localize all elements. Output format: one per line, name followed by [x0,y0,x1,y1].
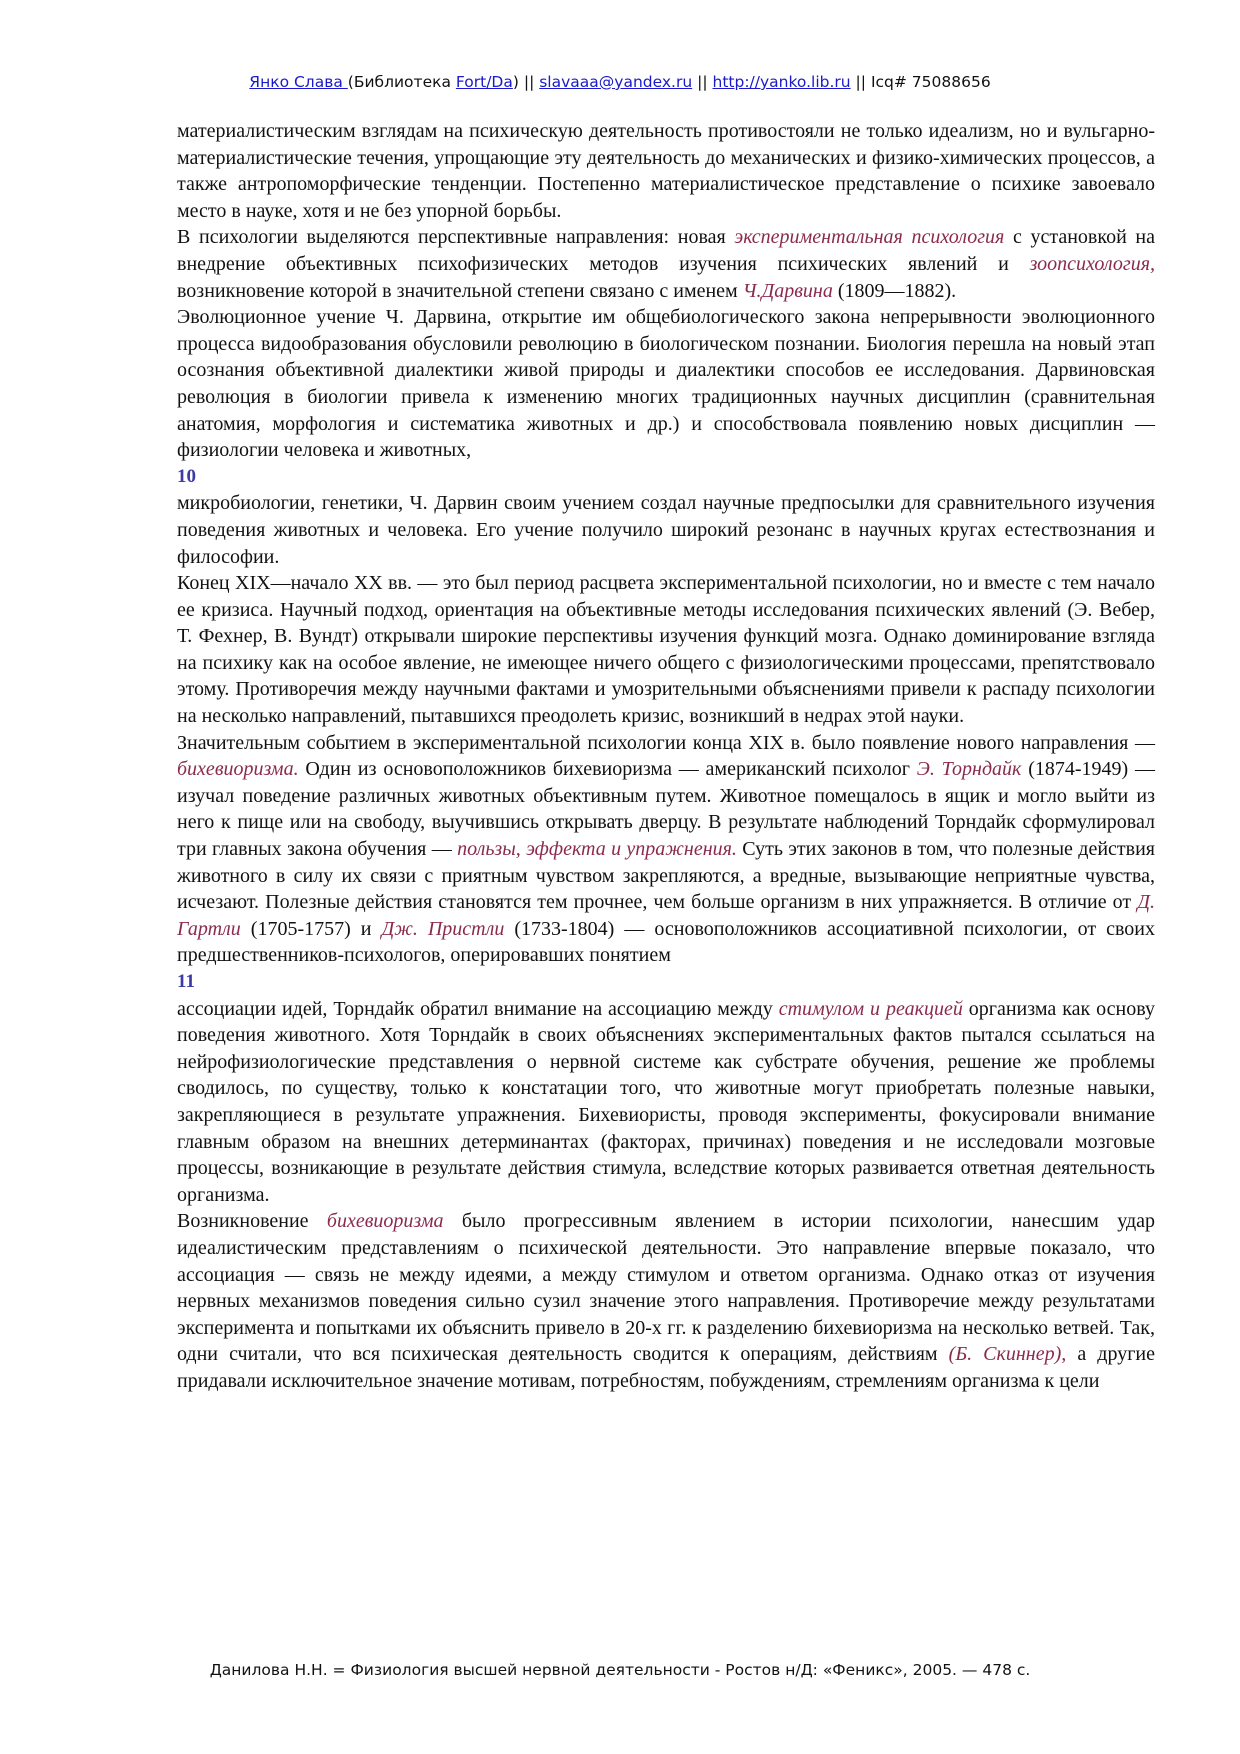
paragraph-5: Конец XIX—начало XX вв. — это был период расцвета экспериментальной психологии, но и вместе с тем начало ее кризиса. Научный подход, ориентация на объективные методы исследования психических явлений (Э. Вебер, Т. Фехнер, В. Вундт) открывали широкие перспективы изучения функций мозга. Однако доминирование взгляда на психику как на особое явление, не имеющее ничего общего с физиологическими процессами, препятствовало этому. Противоречия между научными фактами и умозрительными объяснениями привели к распаду психологии на несколько направлений, пытавшихся преодолеть кризис, возникший в недрах этой науки. [177,572,1155,728]
paragraph-4: микробиологии, генетики, Ч. Дарвин своим учением создал научные предпосылки для сравнительного изучения поведения животных и человека. Его учение получило широкий резонанс в научных кругах естествознания и философии. [177,492,1155,568]
header-separator: || [518,73,540,91]
site-link[interactable]: http://yanko.lib.ru [712,73,851,91]
term-zoopsychology: зоопсихология, [1029,252,1155,275]
page-body [177,118,1155,1395]
text-run: В психологии выделяются перспективные направления: новая [177,226,735,249]
page-number-marker: 11 [177,971,195,992]
text-run: а другие придавали исключительное значение мотивам, потребностям, побуждениям, стремлениям организма к цели [177,1343,1155,1392]
term-hartley: Д. Гартли [177,891,1155,940]
term-behaviorism: бихевиоризма [326,1210,444,1233]
text-run: Значительным событием в экспериментальной психологии конца XIX в. было появление нового направления — [177,731,1155,754]
paragraph-2 [177,224,1155,304]
text-run: Один из основоположников бихевиоризма — американский психолог [298,758,917,781]
text-run: организма как основу поведения животного. Хотя Торндайк в своих объяснениях экспериментальных фактов пытался ссылаться на нейрофизиологические представления о нервной системе как субстрате обучения, решение же проблемы сводилось, по существу, только к констатации того, что животные могут приобретать полезные навыки, закрепляющиеся в результате упражнения. Бихевиористы, проводя эксперименты, фокусировали внимание главным образом на внешних детерминантах (факторах, причинах) поведения и не исследовали мозговые процессы, возникающие в результате действия стимула, вследствие которых развивается ответная деятельность организма. [177,997,1155,1206]
text-run: Суть этих законов в том, что полезные действия животного в силу их связи с приятным чувством закрепляются, а вредные, вызывающие неприятные чувства, исчезают. Полезные действия становятся тем прочнее, чем больше организм в них упражняется. В отличие от [177,838,1156,914]
paragraph-7 [177,996,1155,1209]
library-link[interactable]: Fort/Da [455,73,513,91]
email-link[interactable]: slavaaa@yandex.ru [539,73,693,91]
text-run: Возникновение [177,1210,327,1233]
term-stimulus-reaction: стимулом и реакцией [778,997,963,1020]
text-run: (1705-1757) и [240,917,382,940]
text-run: (1874-1949) — изучал поведение различных животных объективным путем. Животное помещалось в ящик и могло выйти из него к пище или на свободу, выучившись открывать дверцу. В результате наблюдений Торндайк сформулировал три главных закона обучения — [177,758,1156,861]
text-run: (1809—1882). [832,279,957,302]
term-skinner: (Б. Скиннер), [948,1343,1067,1366]
term-darwin: Ч.Дарвина [742,279,833,302]
text-run: с установкой на внедрение объективных психофизических методов изучения психических явлений и [177,226,1155,275]
icq-number: Icq# 75088656 [870,73,991,91]
paragraph-6 [177,730,1155,969]
term-priestley: Дж. Пристли [381,917,505,940]
header-separator: || [692,73,713,91]
page-number-marker: 10 [177,465,196,487]
text-run: (1733-1804) — основоположников ассоциативной психологии, от своих предшественников-психологов, оперировавших понятием [177,917,1155,967]
page-footer: Данилова Н.Н. = Физиология высшей нервной деятельности - Ростов н/Д: «Феникс», 2005. — 478 с. [209,1661,1031,1679]
term-experimental-psychology: экспериментальная психология [734,226,1005,249]
paragraph-3: Эволюционное учение Ч. Дарвина, открытие им общебиологического закона непрерывности эволюционного процесса видообразования обусловили революцию в биологическом познании. Биология перешла на новый этап осознания объективной диалектики живой природы и диалектики способов ее исследования. Дарвиновская революция в биологии привела к изменению многих традиционных научных дисциплин (сравнительная анатомия, морфология и систематика животных и др.) и способствовала появлению новых дисциплин — физиологии человека и животных, [177,306,1155,462]
paragraph-8 [177,1208,1155,1394]
text-run: возникновение которой в значительной степени связано с именем [177,279,743,302]
term-thorndike: Э. Торндайк [916,758,1022,781]
library-suffix: ) [512,73,519,91]
text-run: ассоциации идей, Торндайк обратил внимание на ассоциацию между [177,997,779,1020]
page-header [0,73,1240,91]
paragraph-1: материалистическим взглядам на психическую деятельность противостояли не только идеализм, но и вульгарно-материалистические течения, упрощающие эту деятельность до механических и физико-химических процессов, а также антропоморфические тенденции. Постепенно материалистическое представление о психике завоевало место в науке, хотя и не без упорной борьбы. [177,120,1155,222]
author-link[interactable]: Янко Слава [249,73,348,91]
header-separator: || [850,73,871,91]
text-run: было прогрессивным явлением в истории психологии, нанесшим удар идеалистическим представлениям о психической деятельности. Это направление впервые показало, что ассоциация — связь не между идеями, а между стимулом и ответом организма. Однако отказ от изучения нервных механизмов поведения сильно сузил значение этого направления. Противоречие между результатами эксперимента и попытками их объяснить привело в 20-х гг. к разделению бихевиоризма на несколько ветвей. Так, одни считали, что вся психическая деятельность сводится к операциям, действиям [177,1210,1155,1366]
library-prefix: (Библиотека [347,73,456,91]
term-behaviorism: бихевиоризма. [177,758,299,781]
term-laws: пользы, эффекта и упражнения. [457,838,737,861]
